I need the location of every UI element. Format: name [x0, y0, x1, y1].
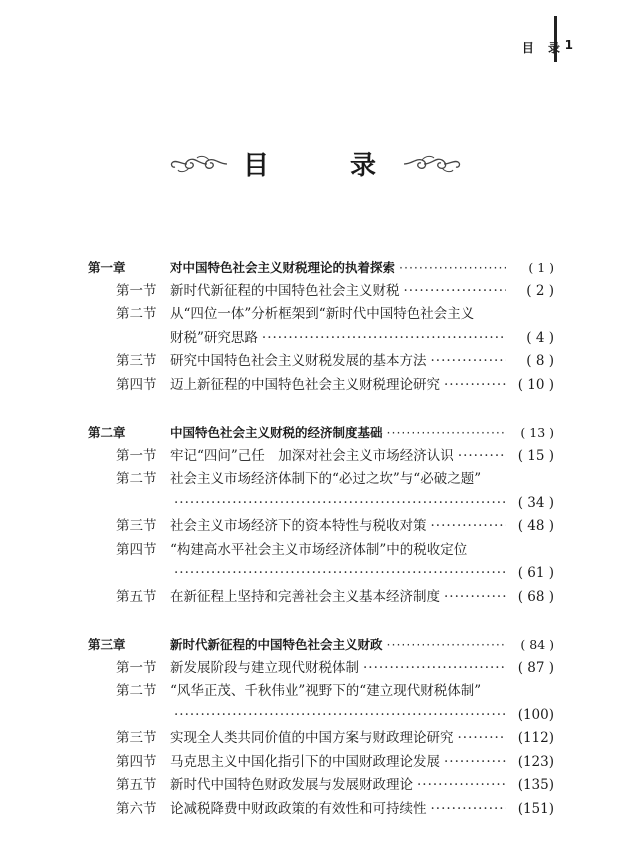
toc-section-continued[interactable] [88, 704, 554, 728]
leader-dots [444, 586, 506, 610]
leader-dots [387, 421, 506, 445]
section-page: ( 61 ) [517, 565, 554, 581]
leader-dots [431, 515, 507, 539]
toc-section[interactable] [88, 751, 554, 775]
section-label: 第五节 [116, 588, 157, 605]
section-title: 社会主义市场经济体制下的“必过之坎”与“必破之题” [170, 471, 482, 487]
leader-dots [444, 374, 506, 398]
leader-dots [387, 633, 506, 657]
leader-dots [399, 256, 506, 280]
toc-title: 目 录 [242, 151, 413, 181]
toc-chapter-2[interactable] [88, 421, 554, 445]
section-title-continued: 财税”研究思路 [170, 329, 258, 346]
section-page: (135) [517, 777, 554, 793]
running-header-title: 目 录 [521, 40, 565, 55]
section-title: 研究中国特色社会主义财税发展的基本方法 [170, 353, 427, 369]
section-page: (100) [517, 706, 554, 723]
chapter-page: ( 13 ) [520, 425, 554, 440]
section-label: 第三节 [116, 730, 157, 746]
section-title: 新发展阶段与建立现代财税体制 [170, 659, 359, 676]
section-label: 第二节 [116, 471, 157, 487]
toc-section[interactable] [88, 280, 554, 304]
section-title: “构建高水平社会主义市场经济体制”中的税收定位 [170, 541, 468, 558]
section-label: 第四节 [116, 753, 157, 770]
leader-dots [458, 445, 506, 469]
section-page: (112) [517, 730, 554, 746]
section-title: 新时代中国特色财政发展与发展财政理论 [170, 777, 413, 793]
section-page: ( 15 ) [517, 447, 554, 464]
section-title: 社会主义市场经济下的资本特性与税收对策 [170, 518, 427, 534]
section-page: ( 4 ) [526, 329, 554, 346]
toc-section-continued[interactable] [88, 492, 554, 516]
toc-section[interactable] [88, 774, 554, 798]
leader-dots [431, 350, 507, 374]
toc-section[interactable] [88, 445, 554, 469]
toc-section[interactable] [88, 586, 554, 610]
chapter-label: 第二章 [88, 425, 126, 440]
section-title: 迈上新征程的中国特色社会主义财税理论研究 [170, 376, 440, 393]
section-label: 第四节 [116, 541, 157, 558]
right-ornament-icon [402, 152, 462, 176]
leader-dots [404, 280, 507, 304]
toc-section[interactable] [88, 798, 554, 822]
chapter-page: ( 1 ) [528, 260, 554, 275]
section-label: 第三节 [116, 353, 157, 369]
toc-section[interactable] [88, 680, 554, 704]
section-label: 第一节 [116, 447, 157, 464]
running-header [522, 38, 565, 56]
toc-section[interactable] [88, 374, 554, 398]
chapter-page: ( 84 ) [520, 637, 554, 652]
section-label: 第二节 [116, 306, 157, 322]
section-label: 第五节 [116, 777, 157, 793]
toc-section[interactable] [88, 657, 554, 681]
section-title: 新时代新征程的中国特色社会主义财税 [170, 282, 400, 299]
chapter-label: 第三章 [88, 637, 126, 652]
section-title: 实现全人类共同价值的中国方案与财政理论研究 [170, 730, 454, 746]
page-number: 1 [564, 38, 573, 52]
section-page: ( 8 ) [526, 353, 554, 369]
section-label: 第一节 [116, 282, 157, 299]
section-page: (123) [517, 753, 554, 770]
chapter-label: 第一章 [88, 260, 126, 275]
section-title: 马克思主义中国化指引下的中国财政理论发展 [170, 753, 440, 770]
section-page: ( 2 ) [526, 282, 554, 299]
leader-dots [444, 751, 506, 775]
section-label: 第四节 [116, 376, 157, 393]
section-title: 在新征程上坚持和完善社会主义基本经济制度 [170, 588, 440, 605]
leader-dots [262, 327, 506, 351]
leader-dots [174, 704, 506, 728]
toc-section-continued[interactable] [88, 327, 554, 351]
leader-dots [417, 774, 506, 798]
toc-section-continued[interactable] [88, 562, 554, 586]
section-label: 第一节 [116, 659, 157, 676]
section-title: 牢记“四问”己任 加深对社会主义市场经济认识 [170, 447, 454, 464]
section-title: “风华正茂、千秋伟业”视野下的“建立现代财税体制” [170, 683, 482, 699]
chapter-title: 新时代新征程的中国特色社会主义财政 [170, 637, 383, 652]
section-page: ( 48 ) [517, 518, 554, 534]
toc-section[interactable] [88, 350, 554, 374]
leader-dots [458, 727, 507, 751]
chapter-title: 中国特色社会主义财税的经济制度基础 [170, 425, 383, 440]
table-of-contents [88, 256, 554, 821]
leader-dots [174, 562, 506, 586]
toc-section[interactable] [88, 727, 554, 751]
toc-section[interactable] [88, 539, 554, 563]
section-label: 第二节 [116, 683, 157, 699]
section-label: 第三节 [116, 518, 157, 534]
toc-title-row [0, 145, 631, 182]
toc-chapter-1[interactable] [88, 256, 554, 280]
toc-chapter-3[interactable] [88, 633, 554, 657]
section-page: ( 34 ) [517, 494, 554, 511]
toc-section[interactable] [88, 468, 554, 492]
toc-section[interactable] [88, 303, 554, 327]
section-page: ( 87 ) [517, 659, 554, 676]
section-page: ( 68 ) [517, 588, 554, 605]
section-page: (151) [517, 800, 554, 817]
section-page: ( 10 ) [517, 376, 554, 393]
leader-dots [363, 657, 506, 681]
section-title: 从“四位一体”分析框架到“新时代中国特色社会主义 [170, 306, 475, 322]
section-label: 第六节 [116, 800, 157, 817]
leader-dots [174, 492, 506, 516]
left-ornament-icon [169, 152, 229, 176]
chapter-title: 对中国特色社会主义财税理论的执着探索 [170, 260, 396, 275]
leader-dots [431, 798, 507, 822]
section-title: 论减税降费中财政政策的有效性和可持续性 [170, 800, 427, 817]
toc-section[interactable] [88, 515, 554, 539]
